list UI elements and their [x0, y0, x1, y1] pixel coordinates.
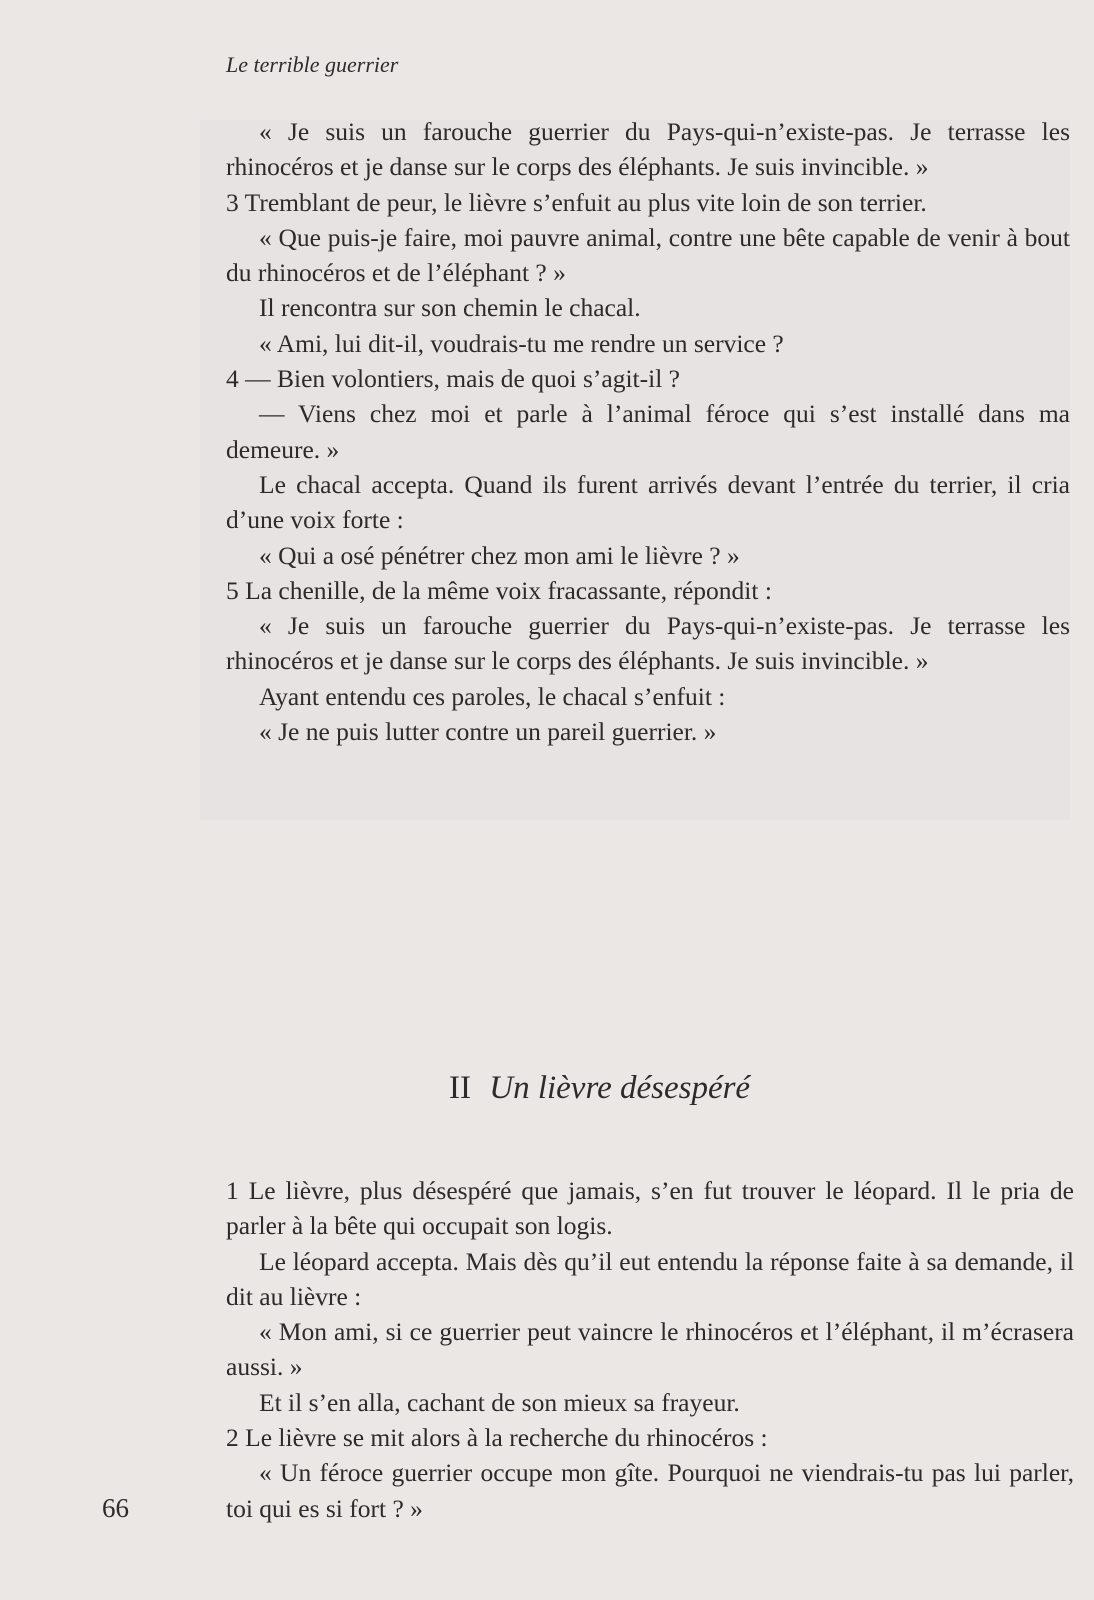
- section-number: II: [449, 1070, 471, 1106]
- paragraph: « Un féroce guerrier occupe mon gîte. Pourquoi ne viendrais-tu pas lui parler, toi qui es si fort ? »: [226, 1458, 1074, 1523]
- paragraph: « Je ne puis lutter contre un pareil guerrier. »: [259, 717, 717, 747]
- section-title: [449, 1070, 750, 1107]
- text-block-top: [226, 114, 1074, 749]
- paragraph: « Ami, lui dit-il, voudrais-tu me rendre un service ?: [259, 328, 784, 358]
- text-block-bottom: [226, 1173, 1074, 1526]
- paragraph: « Je suis un farouche guerrier du Pays-qui-n’existe-pas. Je terrasse les rhinocéros et je danse sur le corps des éléphants. Je suis invincible. »: [226, 611, 1070, 676]
- paragraph: 1 Le lièvre, plus désespéré que jamais, s’en fut trouver le léopard. Il le pria de parler à la bête qui occupait son logis.: [226, 1176, 1074, 1241]
- paragraph: « Que puis-je faire, moi pauvre animal, contre une bête capable de venir à bout du rhinocéros et de l’éléphant ? »: [226, 222, 1070, 288]
- paragraph: Et il s’en alla, cachant de son mieux sa frayeur.: [259, 1387, 740, 1417]
- paragraph: — Viens chez moi et parle à l’animal féroce qui s’est installé dans ma demeure. »: [226, 399, 1070, 464]
- paragraph: 5 La chenille, de la même voix fracassante, répondit :: [226, 575, 772, 605]
- paragraph: « Qui a osé pénétrer chez mon ami le lièvre ? »: [259, 540, 740, 570]
- paragraph: 4 — Bien volontiers, mais de quoi s’agit-il ?: [226, 364, 680, 394]
- paragraph: Le léopard accepta. Mais dès qu’il eut entendu la réponse faite à sa demande, il dit au lièvre :: [226, 1246, 1074, 1311]
- section-heading: Un lièvre désespéré: [489, 1070, 751, 1106]
- paragraph: 3 Tremblant de peur, le lièvre s’enfuit au plus vite loin de son terrier.: [226, 187, 927, 217]
- paragraph: Il rencontra sur son chemin le chacal.: [259, 293, 641, 323]
- paragraph: « Mon ami, si ce guerrier peut vaincre le rhinocéros et l’éléphant, il m’écrasera aussi. »: [226, 1317, 1074, 1382]
- paragraph: Le chacal accepta. Quand ils furent arrivés devant l’entrée du terrier, il cria d’une voix forte :: [226, 469, 1070, 535]
- page-number: 66: [102, 1493, 129, 1523]
- paragraph: Ayant entendu ces paroles, le chacal s’enfuit :: [259, 681, 726, 711]
- running-head: Le terrible guerrier: [226, 52, 399, 77]
- paragraph: « Je suis un farouche guerrier du Pays-qui-n’existe-pas. Je terrasse les rhinocéros et je danse sur le corps des éléphants. Je suis invincible. »: [226, 117, 1070, 182]
- paragraph: 2 Le lièvre se mit alors à la recherche du rhinocéros :: [226, 1423, 768, 1453]
